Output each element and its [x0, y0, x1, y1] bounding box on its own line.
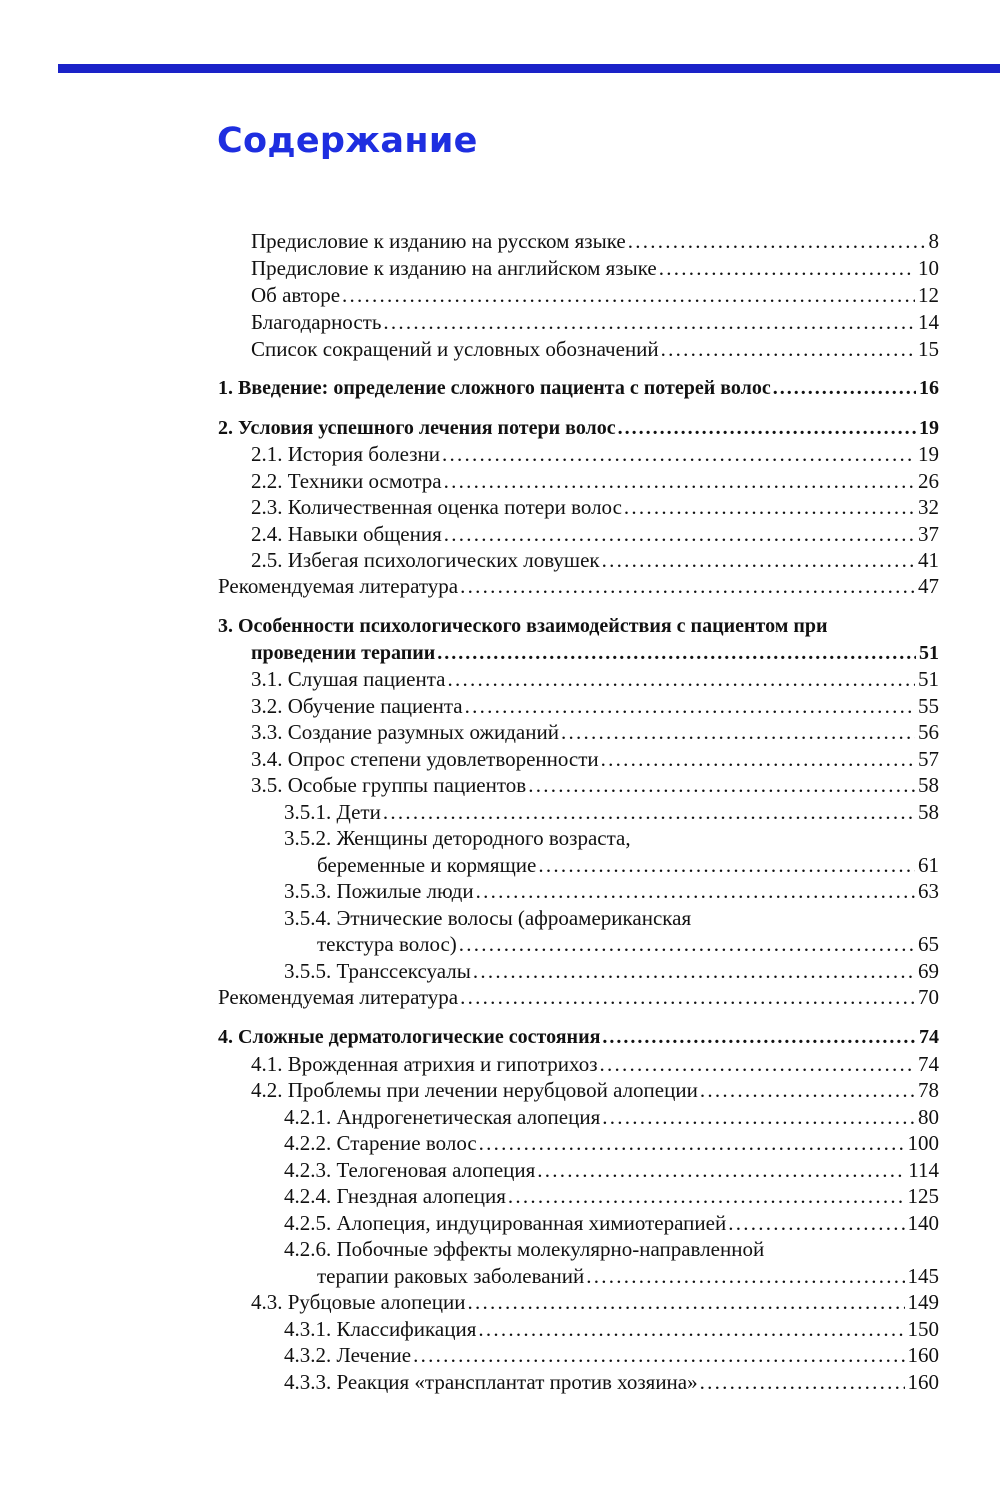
toc-entry-page: 58: [918, 773, 939, 797]
toc-entry-page: 32: [918, 495, 939, 519]
dot-leader: [473, 958, 915, 984]
toc-entry[interactable]: [251, 547, 939, 573]
toc-entry[interactable]: [251, 309, 939, 335]
toc-chapter-1[interactable]: [218, 375, 939, 401]
toc-entry-page: 78: [918, 1078, 939, 1102]
toc-subentry-title[interactable]: 3.5.4. Этнические волосы (афроамериканская: [284, 906, 692, 930]
toc-entry-title: проведении терапии: [251, 642, 436, 664]
toc-entry-page: 12: [918, 283, 939, 307]
toc-entry[interactable]: [251, 772, 939, 798]
dot-leader: [601, 746, 915, 772]
dot-leader: [342, 282, 915, 308]
dot-leader: [628, 228, 926, 254]
toc-subentry[interactable]: [317, 931, 939, 957]
toc-entry-page: 16: [919, 377, 939, 399]
toc-entry-title: 4.2.1. Андрогенетическая алопеция: [284, 1105, 601, 1129]
toc-entry-page: 114: [908, 1158, 939, 1182]
toc-subentry[interactable]: [317, 852, 939, 878]
dot-leader: [444, 521, 915, 547]
dot-leader: [437, 640, 916, 666]
toc-entry[interactable]: [251, 468, 939, 494]
dot-leader: [413, 1342, 904, 1368]
toc-entry-page: 100: [907, 1131, 939, 1155]
dot-leader: [661, 336, 915, 362]
dot-leader: [508, 1183, 905, 1209]
toc-entry[interactable]: [251, 336, 939, 362]
dot-leader: [383, 309, 915, 335]
toc-entry-page: 19: [919, 417, 939, 439]
toc-subentry[interactable]: [284, 1369, 939, 1395]
toc-entry-page: 19: [918, 442, 939, 466]
toc-entry-page: 160: [907, 1343, 939, 1367]
toc-entry-page: 15: [918, 337, 939, 361]
toc-entry[interactable]: [251, 282, 939, 308]
toc-chapter-4[interactable]: [218, 1024, 939, 1050]
toc-entry-page: 145: [907, 1264, 939, 1288]
toc-entry-title: 4.3.3. Реакция «трансплантат против хозяина»: [284, 1370, 698, 1394]
toc-entry-title: 3.1. Слушая пациента: [251, 667, 446, 691]
toc-entry-page: 74: [919, 1026, 939, 1048]
toc-subentry[interactable]: [284, 1210, 939, 1236]
toc-entry-title: 4.2. Проблемы при лечении нерубцовой алопеции: [251, 1078, 698, 1102]
toc-entry-page: 57: [918, 747, 939, 771]
toc-chapter-3-title[interactable]: 3. Особенности психологического взаимодействия с пациентом при: [218, 615, 828, 637]
toc-entry[interactable]: [251, 746, 939, 772]
dot-leader: [460, 573, 915, 599]
toc-entry-title: беременные и кормящие: [317, 853, 537, 877]
dot-leader: [478, 1316, 904, 1342]
toc-entry-title: 3.2. Обучение пациента: [251, 694, 463, 718]
toc-entry[interactable]: [251, 693, 939, 719]
toc-entry-page: 47: [918, 574, 939, 598]
toc-entry-title: 4.2.2. Старение волос: [284, 1131, 477, 1155]
toc-chapter-3[interactable]: [251, 640, 939, 666]
toc-entry-title: 3.5.3. Пожилые люди: [284, 879, 474, 903]
toc-entry-title: Рекомендуемая литература: [218, 574, 459, 598]
toc-entry[interactable]: [251, 1077, 939, 1103]
dot-leader: [460, 984, 915, 1010]
toc-entry-page: 70: [918, 985, 939, 1009]
toc-subentry[interactable]: [284, 1316, 939, 1342]
toc-entry-page: 14: [918, 310, 939, 334]
toc-entry-title: Об авторе: [251, 283, 341, 307]
dot-leader: [479, 1130, 905, 1156]
toc-entry-page: 69: [918, 959, 939, 983]
dot-leader: [728, 1210, 904, 1236]
dot-leader: [528, 772, 915, 798]
toc-entry-page: 160: [907, 1370, 939, 1394]
toc-entry-page: 41: [918, 548, 939, 572]
dot-leader: [538, 852, 915, 878]
toc-entry[interactable]: [251, 228, 939, 254]
toc-entry-title: 2.1. История болезни: [251, 442, 441, 466]
toc-entry-page: 8: [928, 229, 939, 253]
toc-entry[interactable]: [251, 521, 939, 547]
toc-entry-page: 65: [918, 932, 939, 956]
toc-entry-title: Список сокращений и условных обозначений: [251, 337, 659, 361]
dot-leader: [537, 1157, 905, 1183]
dot-leader: [467, 1289, 904, 1315]
dot-leader: [442, 441, 915, 467]
toc-entry-title: 2.2. Техники осмотра: [251, 469, 442, 493]
toc-entry-title: 3.5.5. Транссексуалы: [284, 959, 471, 983]
toc-entry-title: Предисловие к изданию на английском языке: [251, 256, 657, 280]
toc-entry-title: текстура волос): [317, 932, 457, 956]
dot-leader: [383, 799, 915, 825]
toc-entry-title: 4.3.1. Классификация: [284, 1317, 477, 1341]
toc-entry-reading[interactable]: [218, 984, 939, 1010]
dot-leader: [602, 1104, 915, 1130]
toc-entry-page: 51: [918, 667, 939, 691]
toc-entry-page: 55: [918, 694, 939, 718]
dot-leader: [465, 693, 915, 719]
dot-leader: [773, 375, 916, 401]
toc-entry-title: 2.4. Навыки общения: [251, 522, 442, 546]
toc-entry-title: 4.1. Врожденная атрихия и гипотрихоз: [251, 1052, 598, 1076]
toc-entry[interactable]: [251, 1289, 939, 1315]
toc-entry[interactable]: [251, 666, 939, 692]
dot-leader: [586, 1263, 904, 1289]
toc-subentry[interactable]: [284, 878, 939, 904]
toc-entry-title: 4.2.4. Гнездная алопеция: [284, 1184, 506, 1208]
toc-entry-page: 58: [918, 800, 939, 824]
toc-entry-title: 3.3. Создание разумных ожиданий: [251, 720, 559, 744]
toc-subentry[interactable]: [284, 1157, 939, 1183]
toc-entry[interactable]: [251, 441, 939, 467]
toc-subentry[interactable]: [284, 958, 939, 984]
dot-leader: [624, 494, 915, 520]
dot-leader: [600, 1051, 915, 1077]
toc-subentry-title[interactable]: 4.2.6. Побочные эффекты молекулярно-направленной: [284, 1237, 765, 1261]
toc-entry-title: 4.3.2. Лечение: [284, 1343, 412, 1367]
toc-entry[interactable]: [251, 1051, 939, 1077]
toc-entry-title: 1. Введение: определение сложного пациента с потерей волос: [218, 377, 771, 399]
dot-leader: [700, 1369, 905, 1395]
toc-entry-title: Предисловие к изданию на русском языке: [251, 229, 626, 253]
toc-entry-page: 80: [918, 1105, 939, 1129]
toc-entry-page: 26: [918, 469, 939, 493]
toc-entry-page: 74: [918, 1052, 939, 1076]
toc-entry-title: 2.5. Избегая психологических ловушек: [251, 548, 600, 572]
toc-subentry[interactable]: [284, 1183, 939, 1209]
dot-leader: [602, 1024, 916, 1050]
toc-entry[interactable]: [251, 719, 939, 745]
toc-entry[interactable]: [251, 494, 939, 520]
dot-leader: [618, 415, 916, 441]
toc-entry-title: 3.4. Опрос степени удовлетворенности: [251, 747, 599, 771]
toc-subentry[interactable]: [317, 1263, 939, 1289]
dot-leader: [448, 666, 916, 692]
toc-entry-title: 4. Сложные дерматологические состояния: [218, 1026, 601, 1048]
toc-entry[interactable]: [251, 255, 939, 281]
toc-entry-title: Благодарность: [251, 310, 382, 334]
toc-subentry[interactable]: [284, 1342, 939, 1368]
toc-subentry[interactable]: [284, 799, 939, 825]
toc-entry-page: 140: [907, 1211, 939, 1235]
toc-subentry[interactable]: [284, 1104, 939, 1130]
toc-entry-title: 3.5.1. Дети: [284, 800, 381, 824]
toc-entry-title: 2.3. Количественная оценка потери волос: [251, 495, 622, 519]
toc-entry-title: Рекомендуемая литература: [218, 985, 459, 1009]
toc-subentry[interactable]: [284, 1130, 939, 1156]
dot-leader: [659, 255, 915, 281]
page-title: Содержание: [217, 121, 478, 161]
toc-entry-page: 51: [919, 642, 939, 664]
toc-entry-title: 4.2.5. Алопеция, индуцированная химиотерапией: [284, 1211, 727, 1235]
toc-entry-page: 149: [907, 1290, 939, 1314]
dot-leader: [602, 547, 915, 573]
toc-entry-page: 63: [918, 879, 939, 903]
toc-entry-page: 37: [918, 522, 939, 546]
toc-subentry-title[interactable]: 3.5.2. Женщины детородного возраста,: [284, 826, 631, 850]
toc-entry-page: 56: [918, 720, 939, 744]
toc-entry-title: 4.3. Рубцовые алопеции: [251, 1290, 466, 1314]
dot-leader: [700, 1077, 915, 1103]
toc-entry-page: 150: [907, 1317, 939, 1341]
toc-entry-title: 4.2.3. Телогеновая алопеция: [284, 1158, 536, 1182]
toc-entry-page: 125: [907, 1184, 939, 1208]
dot-leader: [561, 719, 915, 745]
header-rule: [58, 64, 1000, 73]
dot-leader: [459, 931, 915, 957]
toc-entry-page: 10: [918, 256, 939, 280]
toc-entry-reading[interactable]: [218, 573, 939, 599]
toc-entry-page: 61: [918, 853, 939, 877]
dot-leader: [444, 468, 915, 494]
toc-entry-title: 3.5. Особые группы пациентов: [251, 773, 527, 797]
toc-chapter-2[interactable]: [218, 415, 939, 441]
dot-leader: [476, 878, 915, 904]
toc-entry-title: терапии раковых заболеваний: [317, 1264, 585, 1288]
toc-entry-title: 2. Условия успешного лечения потери волос: [218, 417, 616, 439]
